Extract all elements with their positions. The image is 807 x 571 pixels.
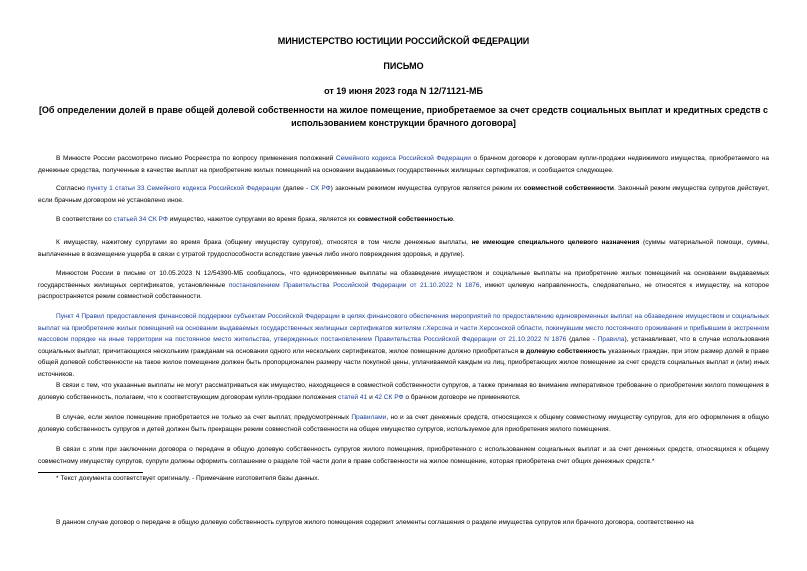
footnote: * Текст документа соответствует оригиналу. - Примечание изготовителя базы данных. [56, 475, 320, 482]
link-sk-rf[interactable]: СК РФ [310, 185, 331, 192]
link-art42[interactable]: 42 СК РФ [374, 393, 404, 401]
paragraph-3: В соответствии со статьей 34 СК РФ имущество, нажитое супругами во время брака, является их совместной собственностью. [56, 216, 455, 223]
link-art34[interactable]: статьей 34 СК РФ [113, 216, 168, 223]
paragraph-2: Согласно пункту 1 статьи 33 Семейного кодекса Российской Федерации (далее - СК РФ) законным режимом имущества супругов является режим их совместной собственности. Законный режим имущества супругов действует, если брачным договором не установлено иное. [38, 185, 769, 204]
ministry-heading: МИНИСТЕРСТВО ЮСТИЦИИ РОССИЙСКОЙ ФЕДЕРАЦИИ [277, 36, 530, 46]
doc-type-heading: ПИСЬМО [383, 61, 424, 71]
footnote-divider [38, 472, 143, 473]
link-art41[interactable]: статей 41 [338, 393, 368, 401]
link-art33-family-code[interactable]: пункту 1 статьи 33 Семейного кодекса Российской Федерации [87, 185, 281, 192]
paragraph-6: Пункт 4 Правил предоставления финансовой поддержки субъектам Российской Федерации в целях финансового обеспечения мероприятий по предоставлению единовременных выплат на обзаведение имуществом и социальных выплат на приобретение жилых помещений на основании выдаваемых государственных жилищных сертификатов жителям г.Херсона и части Херсонской области, покинувшим место постоянного проживания и прибывшим в экстренном массовом порядке на иные территории на постоянное место жительства, утвержденных постановлением Правительства Российской Федерации от 21.10.2022 N 1876 (далее - Правила), устанавливает, что в случае использования социальных выплат, причитающихся нескольким гражданам на основании одного или нескольких сертификатов, жилое помещение должно приобретаться в долевую собственность указанных граждан, при этом размер долей в праве общей долевой собственности на такое жилое помещение должен быть пропорционален размеру части покупной цены, уплачиваемой каждым из лиц, приобретающих жилое помещение за счет средств социальных выплат и (или) иных источников. [38, 313, 769, 378]
link-resolution-1876-b[interactable]: постановлением Правительства Российской Федерации от 21.10.2022 N 1876 [321, 336, 567, 343]
paragraph-10: В данном случае договор о передаче в общую долевую собственность супругов жилого помещения содержит элементы соглашения о разделе имущества супругов или брачного договора, соответственно на [56, 519, 694, 526]
link-rules-2[interactable]: Правилами [351, 414, 387, 421]
paragraph-4: К имуществу, нажитому супругами во время брака (общему имуществу супругов), относятся в том числе денежные выплаты, не имеющие специального целевого назначения (суммы материальной помощи, суммы, выплаченные в возмещение ущерба в связи с утратой трудоспособности вследствие увечья либо иного повреждения здоровья, и другие). [38, 239, 769, 258]
paragraph-7: В связи с тем, что указанные выплаты не могут рассматриваться как имущество, находящееся в совместной собственности супругов, а также принимая во внимание императивное требование о приобретении жилого помещения в долевую собственность, полагаем, что к соответствующим договорам купли-продажи положения статей 41 и 42 СК РФ о брачном договоре не применяются. [38, 382, 769, 401]
paragraph-1: В Минюсте России рассмотрено письмо Росреестра по вопросу применения положений Семейного кодекса Российской Федерации о брачном договоре к договорам купли-продажи недвижимого имущества, приобретаемого на денежные средства, полученные в качестве выплат на приобретение жилых помещений на основании выдаваемых государственных жилищных сертификатов, и сообщается следующее. [38, 155, 769, 174]
paragraph-8: В случае, если жилое помещение приобретается не только за счет выплат, предусмотренных Правилами, но и за счет денежных средств, относящихся к общему совместному имуществу супругов, для его оформления в общую долевую собственность супругов и детей должен быть прекращен режим совместной собственности на общее имущество супругов, используемое для приобретения жилого помещения. [38, 414, 769, 433]
paragraph-5: Минюстом России в письме от 10.05.2023 N 12/54390-МБ сообщалось, что единовременные выплаты на обзаведение имуществом и социальные выплаты на приобретение жилых помещений на основании выдаваемых государственных жилищных сертификатов, установленные постановлением Правительства Российской Федерации от 21.10.2022 N 1876, имеют целевую направленность, следовательно, не относятся к имуществу, на которое распространяется режим совместной собственности. [38, 270, 769, 300]
document-title: [Об определении долей в праве общей долевой собственности на жилое помещение, приобретаемое за счет средств социальных выплат и кредитных средств с использованием конструкции брачного договора] [38, 105, 769, 128]
link-resolution-1876[interactable]: постановлением Правительства Российской Федерации от 21.10.2022 N 1876 [228, 281, 480, 289]
date-number-heading: от 19 июня 2023 года N 12/71121-МБ [324, 86, 483, 96]
paragraph-9: В связи с этим при заключении договора о передаче в общую долевую собственность супругов жилого помещения, приобретенного с использованием социальных выплат и за счет денежных средств, относящихся к общему совместному имуществу супругов, супруги должны оформить соглашение о разделе той части доли в праве собственности на жилое помещение, которая приобретена счет общих денежных средств.* [38, 446, 769, 465]
link-family-code[interactable]: Семейного кодекса Российской Федерации [335, 155, 471, 162]
link-rules[interactable]: Правила [597, 336, 625, 343]
